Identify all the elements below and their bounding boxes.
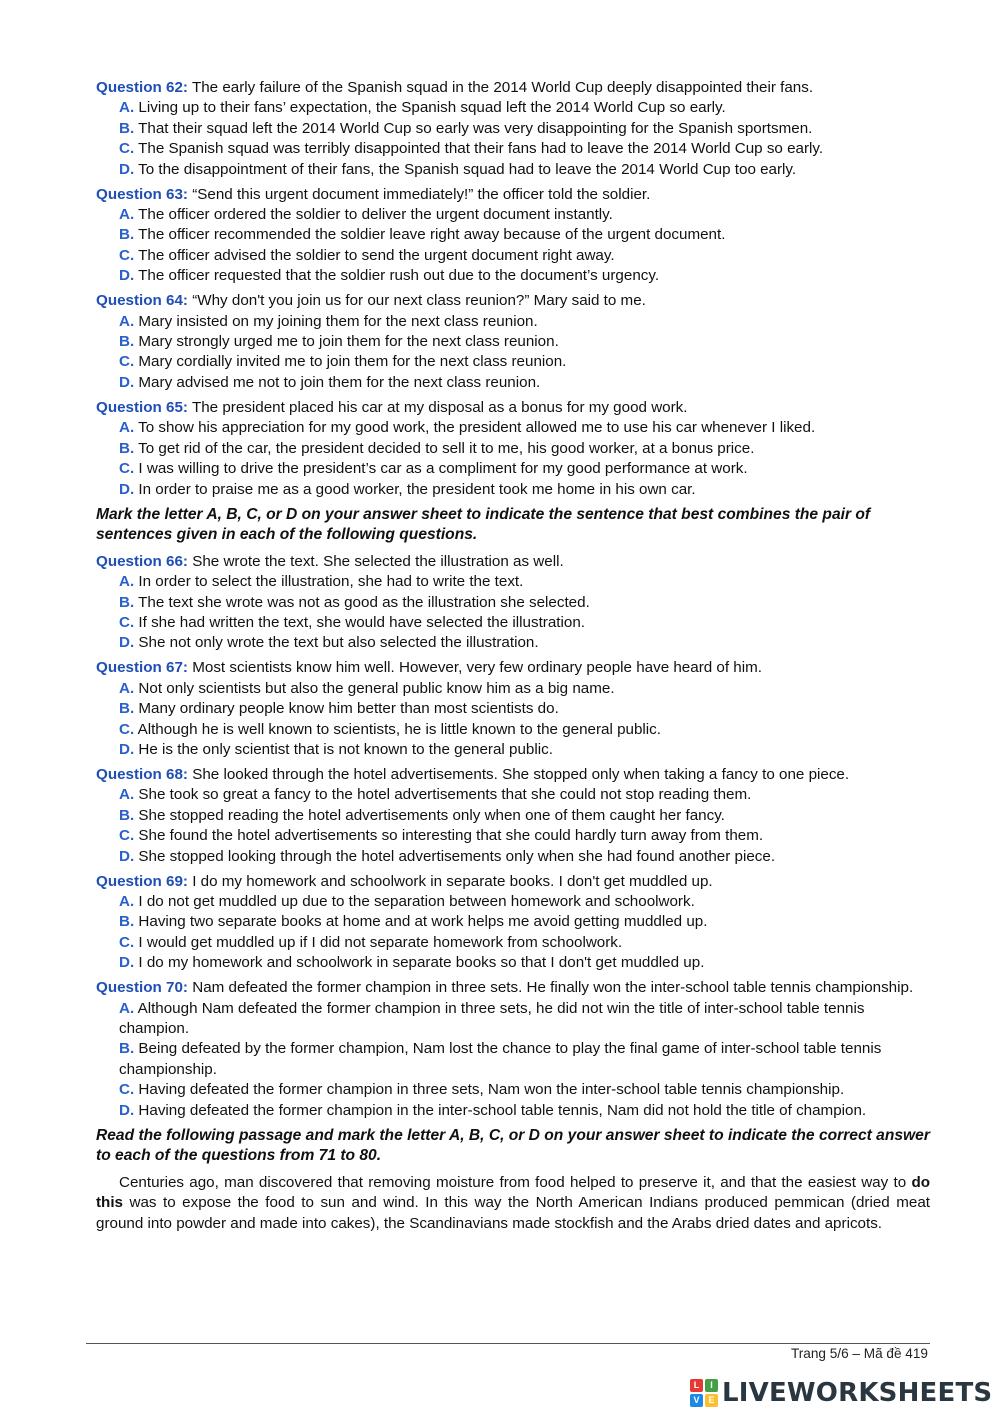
question-text: I do my homework and schoolwork in separate books. I don't get muddled up.	[188, 872, 713, 890]
option-text: If she had written the text, she would have selected the illustration.	[134, 613, 586, 631]
option-text: She found the hotel advertisements so interesting that she could hardly turn away from them.	[134, 827, 764, 845]
logo-tile: E	[705, 1394, 718, 1407]
question-number: Question 67:	[96, 659, 188, 677]
option-text: I would get muddled up if I did not separate homework from schoolwork.	[134, 933, 623, 951]
question-item	[96, 872, 930, 974]
option-letter: A.	[119, 786, 135, 804]
option-text: Although Nam defeated the former champion in three sets, he did not win the title of inter-school table tennis champion.	[119, 999, 865, 1037]
answer-option[interactable]	[96, 806, 930, 826]
answer-option[interactable]	[96, 266, 930, 286]
option-text: Mary strongly urged me to join them for the next class reunion.	[134, 333, 559, 351]
option-letter: C.	[119, 1081, 135, 1099]
question-stem	[96, 78, 930, 98]
question-item	[96, 765, 930, 867]
option-text: Having defeated the former champion in the inter-school table tennis, Nam did not hold the title of champion.	[134, 1101, 867, 1119]
option-letter: D.	[119, 480, 135, 498]
answer-option[interactable]	[96, 740, 930, 760]
page-footer: Trang 5/6 – Mã đề 419	[790, 1346, 928, 1361]
option-letter: A.	[119, 679, 135, 697]
question-text: Most scientists know him well. However, very few ordinary people have heard of him.	[188, 659, 762, 677]
option-letter: B.	[119, 593, 135, 611]
option-text: In order to praise me as a good worker, the president took me home in his own car.	[134, 480, 696, 498]
option-text: The officer recommended the soldier leave right away because of the urgent document.	[134, 226, 726, 244]
option-letter: D.	[119, 267, 135, 285]
question-stem	[96, 291, 930, 311]
answer-option[interactable]	[96, 679, 930, 699]
option-text: I do not get muddled up due to the separation between homework and schoolwork.	[134, 892, 695, 910]
option-text: She took so great a fancy to the hotel advertisements that she could not stop reading them.	[134, 786, 752, 804]
option-text: Living up to their fans’ expectation, the Spanish squad left the 2014 World Cup so early.	[134, 99, 726, 117]
question-item	[96, 552, 930, 654]
option-text: Being defeated by the former champion, Nam lost the chance to play the final game of inter-school table tennis championship.	[119, 1040, 882, 1078]
answer-option[interactable]	[96, 999, 930, 1040]
question-number: Question 64:	[96, 292, 188, 310]
option-letter: D.	[119, 634, 135, 652]
option-letter: A.	[119, 312, 135, 330]
answer-option[interactable]	[96, 699, 930, 719]
liveworksheets-logo-text: LIVEWORKSHEETS	[722, 1378, 993, 1408]
option-text: I was willing to drive the president’s car as a compliment for my good performance at work.	[134, 460, 748, 478]
option-letter: A.	[119, 573, 135, 591]
question-item	[96, 978, 930, 1121]
question-stem	[96, 185, 930, 205]
question-number: Question 66:	[96, 552, 188, 570]
answer-option[interactable]	[96, 459, 930, 479]
logo-tile: I	[705, 1379, 718, 1392]
option-text: She stopped reading the hotel advertisements only when one of them caught her fancy.	[134, 806, 725, 824]
question-item	[96, 185, 930, 287]
option-text: To get rid of the car, the president decided to sell it to me, his good worker, at a bonus price.	[134, 439, 755, 457]
answer-option[interactable]	[96, 98, 930, 118]
option-letter: B.	[119, 1040, 135, 1058]
option-text: In order to select the illustration, she had to write the text.	[134, 573, 524, 591]
question-item	[96, 291, 930, 393]
answer-option[interactable]	[96, 139, 930, 159]
option-letter: A.	[119, 892, 135, 910]
option-text: Mary insisted on my joining them for the next class reunion.	[134, 312, 538, 330]
option-letter: B.	[119, 226, 135, 244]
footer-divider	[86, 1343, 930, 1344]
answer-option[interactable]	[96, 352, 930, 372]
option-letter: D.	[119, 740, 135, 758]
answer-option[interactable]	[96, 912, 930, 932]
question-group-combination	[96, 552, 930, 1121]
logo-tile: V	[690, 1394, 703, 1407]
option-letter: C.	[119, 140, 135, 158]
question-number: Question 70:	[96, 979, 188, 997]
answer-option[interactable]	[96, 332, 930, 352]
question-number: Question 68:	[96, 765, 188, 783]
answer-option[interactable]	[96, 826, 930, 846]
answer-option[interactable]	[96, 613, 930, 633]
option-text: Not only scientists but also the general public know him as a big name.	[134, 679, 615, 697]
answer-option[interactable]	[96, 439, 930, 459]
question-number: Question 62:	[96, 79, 188, 96]
option-letter: B.	[119, 806, 135, 824]
option-letter: C.	[119, 827, 135, 845]
option-letter: D.	[119, 1101, 135, 1119]
option-text: That their squad left the 2014 World Cup so early was very disappointing for the Spanish sportsmen.	[134, 119, 813, 137]
instruction-combine: Mark the letter A, B, C, or D on your answer sheet to indicate the sentence that best combines the pair of sentences given in each of the following questions.	[96, 505, 871, 544]
option-letter: A.	[119, 206, 135, 224]
answer-option[interactable]	[96, 1101, 930, 1121]
option-letter: A.	[119, 419, 135, 437]
option-text: The Spanish squad was terribly disappointed that their fans had to leave the 2014 World Cup so early.	[134, 140, 824, 158]
question-number: Question 69:	[96, 872, 188, 890]
answer-option[interactable]	[96, 572, 930, 592]
option-letter: C.	[119, 933, 135, 951]
option-text: The text she wrote was not as good as the illustration she selected.	[134, 593, 590, 611]
answer-option[interactable]	[96, 1039, 930, 1080]
option-text: To the disappointment of their fans, the Spanish squad had to leave the 2014 World Cup too early.	[134, 160, 797, 178]
option-letter: D.	[119, 373, 135, 391]
answer-option[interactable]	[96, 225, 930, 245]
option-text: She not only wrote the text but also selected the illustration.	[134, 634, 539, 652]
question-text: “Why don't you join us for our next class reunion?” Mary said to me.	[188, 292, 646, 310]
option-letter: C.	[119, 460, 135, 478]
option-text: The officer ordered the soldier to deliver the urgent document instantly.	[134, 206, 613, 224]
answer-option[interactable]	[96, 720, 930, 740]
question-text: The early failure of the Spanish squad in the 2014 World Cup deeply disappointed their fans.	[188, 79, 814, 96]
option-letter: C.	[119, 720, 135, 738]
answer-option[interactable]	[96, 785, 930, 805]
option-letter: D.	[119, 954, 135, 972]
question-text: “Send this urgent document immediately!” the officer told the soldier.	[188, 185, 651, 203]
question-stem	[96, 398, 930, 418]
option-text: Having defeated the former champion in three sets, Nam won the inter-school table tennis championship.	[134, 1081, 845, 1099]
question-stem	[96, 765, 930, 785]
answer-option[interactable]	[96, 1080, 930, 1100]
option-text: She stopped looking through the hotel advertisements only when she had found another piece.	[134, 847, 776, 865]
question-stem	[96, 552, 930, 572]
question-stem	[96, 978, 930, 998]
passage-part-1: Centuries ago, man discovered that removing moisture from food helped to preserve it, and that the easiest way to	[119, 1173, 912, 1191]
option-letter: A.	[119, 999, 135, 1017]
answer-option[interactable]	[96, 933, 930, 953]
option-letter: B.	[119, 119, 135, 137]
worksheet-page	[96, 78, 930, 1234]
option-text: Mary advised me not to join them for the next class reunion.	[134, 373, 541, 391]
option-letter: D.	[119, 160, 135, 178]
answer-option[interactable]	[96, 119, 930, 139]
question-number: Question 65:	[96, 398, 188, 416]
option-text: Having two separate books at home and at work helps me avoid getting muddled up.	[134, 913, 708, 931]
question-stem	[96, 658, 930, 678]
option-letter: A.	[119, 99, 135, 117]
liveworksheets-logo-icon	[690, 1379, 718, 1407]
question-text: She looked through the hotel advertisements. She stopped only when taking a fancy to one piece.	[188, 765, 850, 783]
option-text: I do my homework and schoolwork in separate books so that I don't get muddled up.	[134, 954, 705, 972]
question-item	[96, 398, 930, 500]
question-item	[96, 78, 930, 180]
option-text: Mary cordially invited me to join them for the next class reunion.	[134, 353, 567, 371]
option-text: Although he is well known to scientists, he is little known to the general public.	[134, 720, 661, 738]
option-letter: C.	[119, 353, 135, 371]
question-number: Question 63:	[96, 185, 188, 203]
instruction-reading: Read the following passage and mark the letter A, B, C, or D on your answer sheet to indicate the correct answer to each of the questions from 71 to 80.	[96, 1126, 930, 1165]
option-letter: B.	[119, 439, 135, 457]
question-stem	[96, 872, 930, 892]
answer-option[interactable]	[96, 418, 930, 438]
liveworksheets-logo	[690, 1378, 992, 1408]
passage-emphasis: do this	[96, 1173, 930, 1212]
option-text: Many ordinary people know him better than most scientists do.	[134, 700, 559, 718]
answer-option[interactable]	[96, 205, 930, 225]
answer-option[interactable]	[96, 373, 930, 393]
question-text: Nam defeated the former champion in three sets. He finally won the inter-school table tennis championship.	[188, 979, 914, 997]
answer-option[interactable]	[96, 160, 930, 180]
option-letter: D.	[119, 847, 135, 865]
reading-passage	[96, 1173, 930, 1234]
answer-option[interactable]	[96, 246, 930, 266]
option-text: The officer advised the soldier to send the urgent document right away.	[134, 246, 615, 264]
option-letter: B.	[119, 913, 135, 931]
answer-option[interactable]	[96, 593, 930, 613]
answer-option[interactable]	[96, 847, 930, 867]
passage-part-2: was to expose the food to sun and wind. In this way the North American Indians produced pemmican (dried meat ground into powder and made into cakes), the Scandinavians made stockfish and the Arabs dried dates and apricots.	[96, 1194, 930, 1232]
option-text: The officer requested that the soldier rush out due to the document’s urgency.	[134, 267, 660, 285]
question-group-transformation	[96, 78, 930, 500]
option-text: To show his appreciation for my good work, the president allowed me to use his car whenever I liked.	[134, 419, 816, 437]
answer-option[interactable]	[96, 953, 930, 973]
option-letter: B.	[119, 700, 135, 718]
answer-option[interactable]	[96, 892, 930, 912]
question-item	[96, 658, 930, 760]
question-text: She wrote the text. She selected the illustration as well.	[188, 552, 564, 570]
option-letter: C.	[119, 246, 135, 264]
option-text: He is the only scientist that is not known to the general public.	[134, 740, 553, 758]
answer-option[interactable]	[96, 312, 930, 332]
option-letter: B.	[119, 333, 135, 351]
answer-option[interactable]	[96, 633, 930, 653]
question-text: The president placed his car at my disposal as a bonus for my good work.	[188, 398, 688, 416]
option-letter: C.	[119, 613, 135, 631]
answer-option[interactable]	[96, 480, 930, 500]
logo-tile: L	[690, 1379, 703, 1392]
